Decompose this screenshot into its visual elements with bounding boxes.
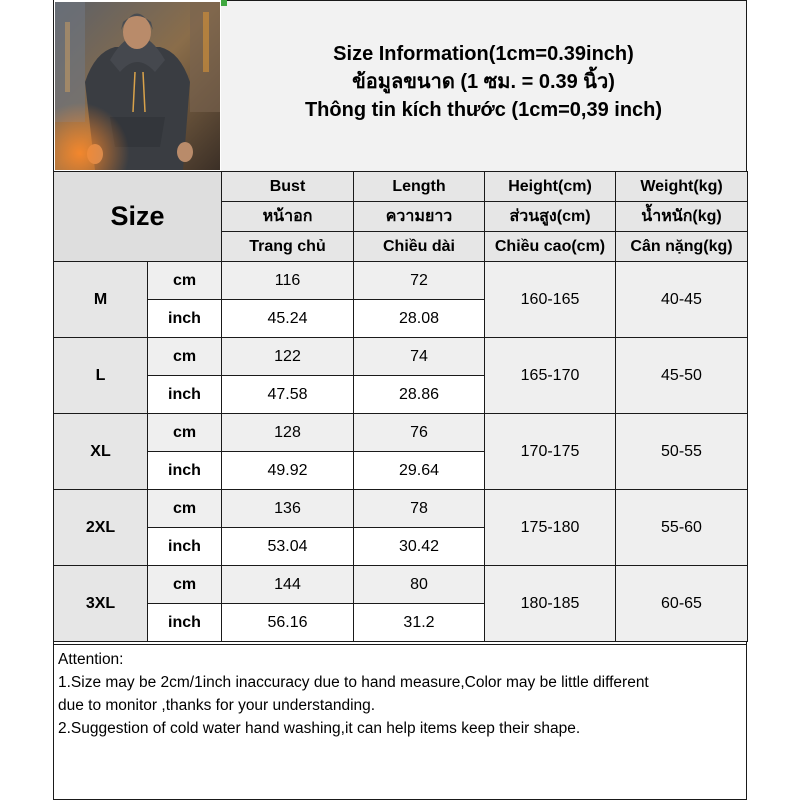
length-inch-value: 31.2 (354, 604, 485, 642)
unit-inch: inch (148, 528, 222, 566)
weight-value: 40-45 (616, 262, 748, 338)
height-value: 175-180 (485, 490, 616, 566)
unit-cm: cm (148, 490, 222, 528)
bust-cm-value: 116 (222, 262, 354, 300)
weight-header-vi: Cân nặng(kg) (616, 232, 748, 262)
length-inch-value: 30.42 (354, 528, 485, 566)
unit-cm: cm (148, 338, 222, 376)
unit-inch: inch (148, 452, 222, 490)
table-row (54, 338, 748, 376)
bust-header-th: หน้าอก (222, 202, 354, 232)
length-inch-value: 28.86 (354, 376, 485, 414)
table-row (54, 414, 748, 452)
header-line-vietnamese: Thông tin kích thước (1cm=0,39 inch) (304, 99, 663, 121)
weight-value: 45-50 (616, 338, 748, 414)
bust-inch-value: 49.92 (222, 452, 354, 490)
bust-cm-value: 122 (222, 338, 354, 376)
size-chart-table (53, 171, 748, 642)
weight-value: 55-60 (616, 490, 748, 566)
table-row (54, 262, 748, 300)
weight-header-en: Weight(kg) (616, 172, 748, 202)
bust-header-en: Bust (222, 172, 354, 202)
header-line-english: Size Information(1cm=0.39inch) (333, 43, 634, 65)
height-value: 170-175 (485, 414, 616, 490)
weight-value: 50-55 (616, 414, 748, 490)
header-line-thai: ข้อมูลขนาด (1 ซม. = 0.39 นิ้ว) (352, 71, 615, 93)
length-cm-value: 78 (354, 490, 485, 528)
note-line-1a: 1.Size may be 2cm/1inch inaccuracy due to hand measure,Color may be little different (58, 674, 649, 691)
note-line-1b: due to monitor ,thanks for your understanding. (58, 697, 376, 714)
bust-inch-value: 45.24 (222, 300, 354, 338)
length-header-th: ความยาว (354, 202, 485, 232)
length-cm-value: 74 (354, 338, 485, 376)
unit-cm: cm (148, 262, 222, 300)
bust-inch-value: 53.04 (222, 528, 354, 566)
attention-notes (53, 644, 747, 800)
length-cm-value: 80 (354, 566, 485, 604)
bust-cm-value: 128 (222, 414, 354, 452)
unit-inch: inch (148, 376, 222, 414)
bust-cm-value: 136 (222, 490, 354, 528)
size-information-header (221, 40, 746, 124)
size-label: M (54, 262, 148, 338)
table-row (54, 566, 748, 604)
corner-mark (221, 0, 227, 6)
note-line-2: 2.Suggestion of cold water hand washing,it can help items keep their shape. (58, 720, 581, 737)
unit-inch: inch (148, 604, 222, 642)
height-header-vi: Chiều cao(cm) (485, 232, 616, 262)
product-photo (55, 2, 220, 170)
size-label: XL (54, 414, 148, 490)
size-column-header: Size (54, 172, 222, 262)
bust-header-vi: Trang chủ (222, 232, 354, 262)
unit-cm: cm (148, 566, 222, 604)
height-value: 180-185 (485, 566, 616, 642)
bust-inch-value: 56.16 (222, 604, 354, 642)
height-value: 160-165 (485, 262, 616, 338)
size-label: L (54, 338, 148, 414)
table-row (54, 490, 748, 528)
height-header-th: ส่วนสูง(cm) (485, 202, 616, 232)
length-header-en: Length (354, 172, 485, 202)
height-value: 165-170 (485, 338, 616, 414)
unit-inch: inch (148, 300, 222, 338)
size-label: 2XL (54, 490, 148, 566)
bust-inch-value: 47.58 (222, 376, 354, 414)
unit-cm: cm (148, 414, 222, 452)
length-cm-value: 72 (354, 262, 485, 300)
length-inch-value: 29.64 (354, 452, 485, 490)
length-header-vi: Chiều dài (354, 232, 485, 262)
size-label: 3XL (54, 566, 148, 642)
height-header-en: Height(cm) (485, 172, 616, 202)
bust-cm-value: 144 (222, 566, 354, 604)
length-inch-value: 28.08 (354, 300, 485, 338)
length-cm-value: 76 (354, 414, 485, 452)
notes-title: Attention: (58, 651, 124, 668)
weight-header-th: น้ำหนัก(kg) (616, 202, 748, 232)
weight-value: 60-65 (616, 566, 748, 642)
